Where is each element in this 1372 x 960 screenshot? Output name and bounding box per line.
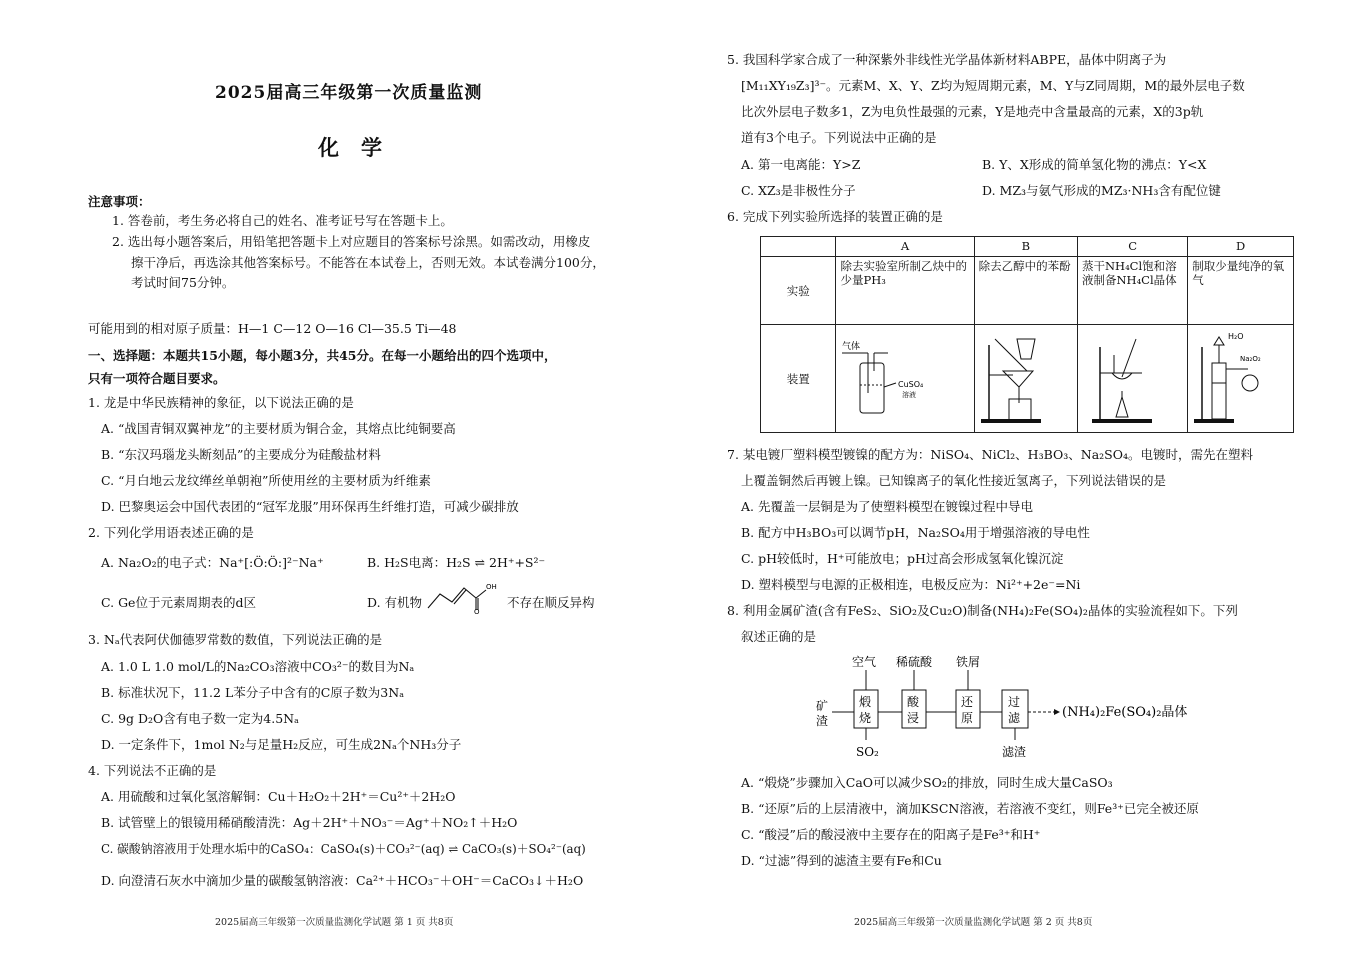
oxygen-generation-apparatus: [1188, 325, 1270, 429]
step-calcine-2: 烧: [859, 711, 872, 725]
q4-option-b: B. 试管壁上的银镜用稀硝酸清洗：Ag＋2H⁺＋NO₃⁻＝Ag⁺＋NO₂↑＋H₂O: [101, 815, 518, 830]
notice-1: 1. 答卷前，考生务必将自己的姓名、准考证号写在答题卡上。: [112, 213, 453, 228]
organic-molecule-structure: [424, 580, 504, 614]
page-footer-1: 2025届高三年级第一次质量监测化学试题 第 1 页 共8页: [215, 917, 454, 928]
question-6: 6. 完成下列实验所选择的装置正确的是: [727, 209, 943, 224]
q5-option-d: D. MZ₃与氨气形成的MZ₃·NH₃含有配位键: [982, 183, 1221, 198]
cuso4-label: CuSO₄: [898, 380, 924, 389]
q5-option-b: B. Y、X形成的简单氢化物的沸点：Y<X: [982, 157, 1207, 172]
question-4: 4. 下列说法不正确的是: [88, 763, 217, 778]
col-header-b: B: [974, 237, 1077, 257]
cell-exp-a: 除去实验室所制乙炔中的少量PH₃: [836, 257, 974, 325]
question-5-line-3: 比次外层电子数多1，Z为电负性最强的元素，Y是地壳中含量最高的元素，X的3p轨: [741, 104, 1204, 119]
q5-option-a: A. 第一电离能：Y>Z: [741, 157, 861, 172]
step-leach-2: 浸: [907, 711, 920, 725]
q2-option-d-post: 不存在顺反异构: [507, 595, 595, 610]
q8-option-d: D. “过滤”得到的滤渣主要有Fe和Cu: [741, 853, 942, 868]
table-corner: [761, 237, 836, 257]
oh-label: OH: [486, 583, 497, 591]
q4-option-a: A. 用硫酸和过氧化氢溶解铜：Cu＋H₂O₂＋2H⁺＝Cu²⁺＋2H₂O: [101, 789, 456, 804]
q3-option-b: B. 标准状况下，11.2 L苯分子中含有的C原子数为3Nₐ: [101, 685, 405, 700]
col-header-c: C: [1077, 237, 1187, 257]
q8-option-a: A. “煅烧”步骤加入CaO可以减少SO₂的排放，同时生成大量CaSO₃: [741, 775, 1113, 790]
flow-input-acid: 稀硫酸: [896, 655, 933, 669]
notice-2a: 2. 选出每小题答案后，用铅笔把答题卡上对应题目的答案标号涂黑。如需改动，用橡皮: [112, 234, 591, 249]
step-filter-1: 过: [1008, 695, 1021, 709]
flow-input-iron: 铁屑: [956, 655, 981, 669]
q1-option-c: C. “月白地云龙纹缂丝单朝袍”所使用丝的主要材质为纤维素: [101, 473, 431, 488]
question-3: 3. Nₐ代表阿伏伽德罗常数的数值，下列说法正确的是: [88, 632, 383, 647]
col-header-d: D: [1188, 237, 1294, 257]
q1-option-a: A. “战国青铜双翼神龙”的主要材质为铜合金，其熔点比纯铜要高: [101, 421, 456, 436]
flow-so2: SO₂: [856, 745, 879, 759]
row-label-experiment: 实验: [761, 257, 836, 325]
q7-option-b: B. 配方中H₃BO₃可以调节pH，Na₂SO₄用于增强溶液的导电性: [741, 525, 1090, 540]
q7-option-a: A. 先覆盖一层铜是为了使塑料模型在镀镍过程中导电: [741, 499, 1033, 514]
process-flow-diagram: [806, 652, 1206, 762]
question-7-line-2: 上覆盖铜然后再镀上镍。已知镍离子的氧化性接近氢离子，下列说法错误的是: [741, 473, 1167, 488]
flow-start-2: 渣: [816, 714, 829, 728]
cell-apparatus-c: [1077, 325, 1187, 433]
page-footer-2: 2025届高三年级第一次质量监测化学试题 第 2 页 共8页: [854, 917, 1093, 928]
cell-apparatus-b: [974, 325, 1077, 433]
evaporating-dish-apparatus: [1078, 325, 1164, 429]
row-label-apparatus: 装置: [761, 325, 836, 433]
flow-product: (NH₄)₂Fe(SO₄)₂晶体: [1062, 705, 1188, 720]
o-label: O: [474, 608, 480, 614]
cell-exp-d: 制取少量纯净的氧气: [1188, 257, 1294, 325]
cell-exp-c: 蒸干NH₄Cl饱和溶液制备NH₄Cl晶体: [1077, 257, 1187, 325]
q4-option-d: D. 向澄清石灰水中滴加少量的碳酸氢钠溶液：Ca²⁺＋HCO₃⁻＋OH⁻＝CaCO₃↓＋H₂O: [101, 873, 584, 888]
q2-option-a: A. Na₂O₂的电子式：Na⁺[:Ö:Ö:]²⁻Na⁺: [101, 555, 324, 570]
cell-exp-b: 除去乙醇中的苯酚: [974, 257, 1077, 325]
q2-option-d-pre: D. 有机物: [367, 595, 423, 610]
notice-2c: 考试时间75分钟。: [131, 275, 235, 290]
atomic-masses: 可能用到的相对原子质量：H—1 C—12 O—16 Cl—35.5 Ti—48: [88, 321, 457, 336]
q7-option-c: C. pH较低时，H⁺可能放电；pH过高会形成氢氧化镍沉淀: [741, 551, 1064, 566]
notice-2b: 擦干净后，再选涂其他答案标号。不能答在本试卷上，否则无效。本试卷满分100分，: [131, 255, 605, 270]
subject-title: 化学: [318, 135, 404, 160]
question-8-line-1: 8. 利用金属矿渣(含有FeS₂、SiO₂及Cu₂O)制备(NH₄)₂Fe(SO₄)₂晶体的实验流程如下。下列: [727, 603, 1238, 618]
h2o-label: H₂O: [1228, 332, 1244, 341]
filtration-apparatus: [975, 325, 1055, 429]
q1-option-d: D. 巴黎奥运会中国代表团的“冠军龙服”用环保再生纤维打造，可减少碳排放: [101, 499, 519, 514]
q2-option-b: B. H₂S电离：H₂S ⇌ 2H⁺+S²⁻: [367, 555, 546, 570]
step-calcine-1: 煅: [859, 695, 872, 709]
q7-option-d: D. 塑料模型与电源的正极相连，电极反应为：Ni²⁺+2e⁻=Ni: [741, 577, 1081, 592]
experiment-table: [760, 236, 1294, 433]
step-reduce-1: 还: [961, 695, 974, 709]
q3-option-c: C. 9g D₂O含有电子数一定为4.5Nₐ: [101, 711, 299, 726]
question-2: 2. 下列化学用语表述正确的是: [88, 525, 254, 540]
q3-option-a: A. 1.0 L 1.0 mol/L的Na₂CO₃溶液中CO₃²⁻的数目为Nₐ: [101, 659, 415, 674]
question-7-line-1: 7. 某电镀厂塑料模型镀镍的配方为：NiSO₄、NiCl₂、H₃BO₃、Na₂SO₄。电镀时，需先在塑料: [727, 447, 1253, 462]
q4-option-c: C. 碳酸钠溶液用于处理水垢中的CaSO₄：CaSO₄(s)＋CO₃²⁻(aq) ⇌ CaCO₃(s)＋SO₄²⁻(aq): [101, 842, 586, 856]
step-leach-1: 酸: [907, 695, 920, 709]
section-heading-a: 一、选择题：本题共15小题，每小题3分，共45分。在每一小题给出的四个选项中，: [88, 348, 557, 363]
exam-page-2: [686, 0, 1372, 960]
step-reduce-2: 原: [961, 711, 974, 725]
q3-option-d: D. 一定条件下，1mol N₂与足量H₂反应，可生成2Nₐ个NH₃分子: [101, 737, 462, 752]
gas-label: 气体: [842, 342, 861, 352]
col-header-a: A: [836, 237, 974, 257]
question-8-line-2: 叙述正确的是: [741, 629, 817, 644]
cell-apparatus-d: [1188, 325, 1294, 433]
solution-label: 溶液: [902, 391, 917, 399]
na2o2-label: Na₂O₂: [1240, 355, 1261, 363]
section-heading-b: 只有一项符合题目要求。: [88, 371, 226, 386]
question-1: 1. 龙是中华民族精神的象征，以下说法正确的是: [88, 395, 354, 410]
question-5-line-2: [M₁₁XY₁₉Z₃]³⁻。元素M、X、Y、Z均为短周期元素，M、Y与Z同周期，M的最外层电子数: [741, 78, 1245, 93]
notice-heading: 注意事项：: [88, 194, 151, 209]
q1-option-b: B. “东汉玛瑙龙头断刻品”的主要成分为硅酸盐材料: [101, 447, 381, 462]
q2-option-c: C. Ge位于元素周期表的d区: [101, 595, 256, 610]
flow-residue: 滤渣: [1002, 745, 1027, 759]
q8-option-c: C. “酸浸”后的酸浸液中主要存在的阳离子是Fe³⁺和H⁺: [741, 827, 1041, 842]
question-5-line-1: 5. 我国科学家合成了一种深紫外非线性光学晶体新材料ABPE，晶体中阴离子为: [727, 52, 1167, 67]
question-5-line-4: 道有3个电子。下列说法中正确的是: [741, 130, 937, 145]
flow-start-1: 矿: [816, 699, 829, 713]
gas-washing-bottle-apparatus: [836, 325, 946, 429]
step-filter-2: 滤: [1008, 711, 1021, 725]
q8-option-b: B. “还原”后的上层清液中，滴加KSCN溶液，若溶液不变红，则Fe³⁺已完全被还原: [741, 801, 1199, 816]
flow-input-air: 空气: [852, 655, 877, 669]
exam-title: 2025届高三年级第一次质量监测: [215, 83, 483, 103]
q5-option-c: C. XZ₃是非极性分子: [741, 183, 856, 198]
cell-apparatus-a: [836, 325, 974, 433]
